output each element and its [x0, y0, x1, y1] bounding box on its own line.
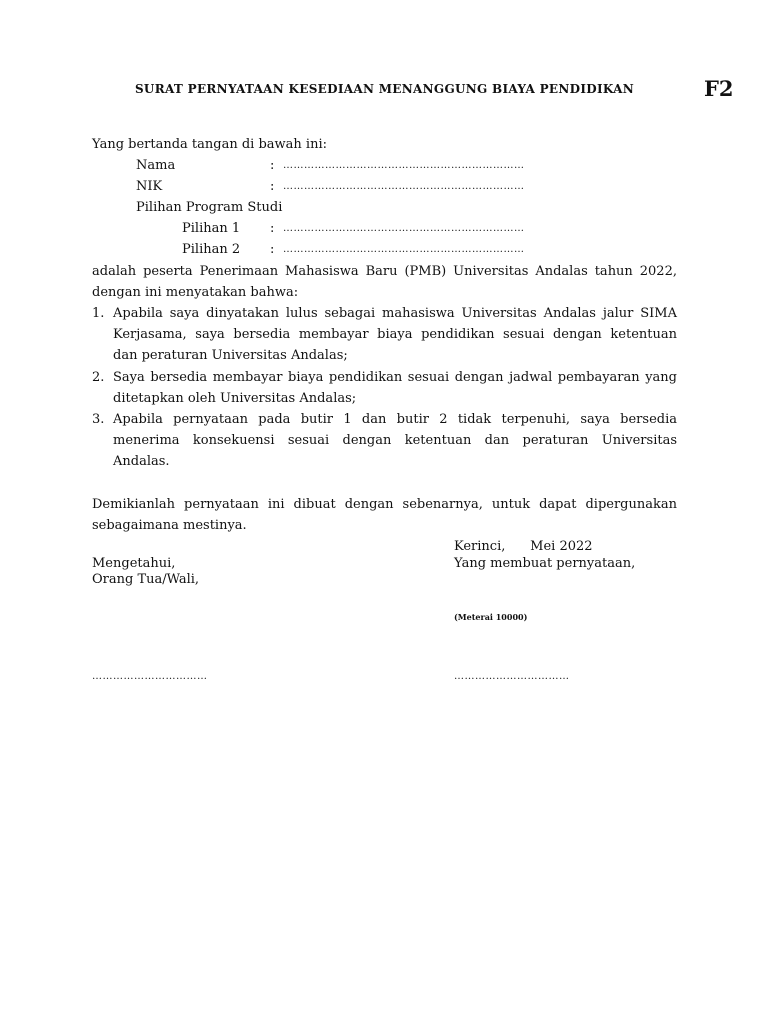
- field-nama-colon: :: [270, 158, 275, 173]
- item-1-line-1: Apabila saya dinyatakan lulus sebagai mahasiswa Universitas Andalas jalur SIMA: [113, 306, 677, 321]
- field-pilihan2-label: Pilihan 2: [182, 242, 241, 257]
- field-nik-dots: ……………………………………………………………: [283, 181, 525, 192]
- field-pilihan1-dots: ……………………………………………………………: [283, 223, 525, 234]
- meterai-note: (Meterai 10000): [454, 612, 528, 622]
- field-pilihan2-colon: :: [270, 242, 275, 257]
- item-1-line-2: Kerjasama, saya bersedia membayar biaya pendidikan sesuai dengan ketentuan: [113, 327, 677, 342]
- field-pilihan2-dots: ……………………………………………………………: [283, 244, 525, 255]
- item-3-line-2: menerima konsekuensi sesuai dengan ketentuan dan peraturan Universitas: [113, 433, 677, 448]
- closing-line-1: Demikianlah pernyataan ini dibuat dengan sebenarnya, untuk dapat dipergunakan: [92, 497, 677, 512]
- mengetahui-label: Mengetahui,: [92, 556, 176, 571]
- statement-line-2: dengan ini menyatakan bahwa:: [92, 285, 299, 300]
- item-1-line-3: dan peraturan Universitas Andalas;: [113, 348, 348, 363]
- field-pilihan1-label: Pilihan 1: [182, 221, 241, 236]
- item-2-line-1: Saya bersedia membayar biaya pendidikan sesuai dengan jadwal pembayaran yang: [113, 370, 677, 385]
- statement-line-1: adalah peserta Penerimaan Mahasiswa Baru (PMB) Universitas Andalas tahun 2022,: [92, 264, 677, 279]
- place-date: Kerinci, Mei 2022: [454, 539, 593, 554]
- orang-tua-wali-label: Orang Tua/Wali,: [92, 572, 200, 587]
- field-nama-label: Nama: [136, 158, 176, 173]
- right-signature-line: ……………………………: [454, 671, 570, 682]
- field-nik-label: NIK: [136, 179, 163, 194]
- item-2-line-2: ditetapkan oleh Universitas Andalas;: [113, 391, 357, 406]
- intro-text: Yang bertanda tangan di bawah ini:: [92, 137, 327, 152]
- document-title: SURAT PERNYATAAN KESEDIAAN MENANGGUNG BIAYA PENDIDIKAN: [134, 82, 635, 96]
- field-pilihan1-colon: :: [270, 221, 275, 236]
- program-studi-label: Pilihan Program Studi: [136, 200, 283, 215]
- item-3-line-1: Apabila pernyataan pada butir 1 dan butir 2 tidak terpenuhi, saya bersedia: [113, 412, 677, 427]
- field-nik-colon: :: [270, 179, 275, 194]
- field-nama-dots: ……………………………………………………………: [283, 160, 525, 171]
- form-code: F2: [704, 76, 734, 101]
- closing-line-2: sebagaimana mestinya.: [92, 518, 247, 533]
- item-3-line-3: Andalas.: [113, 454, 170, 469]
- item-3-number: 3.: [92, 412, 105, 427]
- yang-membuat-label: Yang membuat pernyataan,: [454, 556, 636, 571]
- item-2-number: 2.: [92, 370, 105, 385]
- item-1-number: 1.: [92, 306, 105, 321]
- left-signature-line: ……………………………: [92, 671, 208, 682]
- field-nama: [136, 155, 175, 176]
